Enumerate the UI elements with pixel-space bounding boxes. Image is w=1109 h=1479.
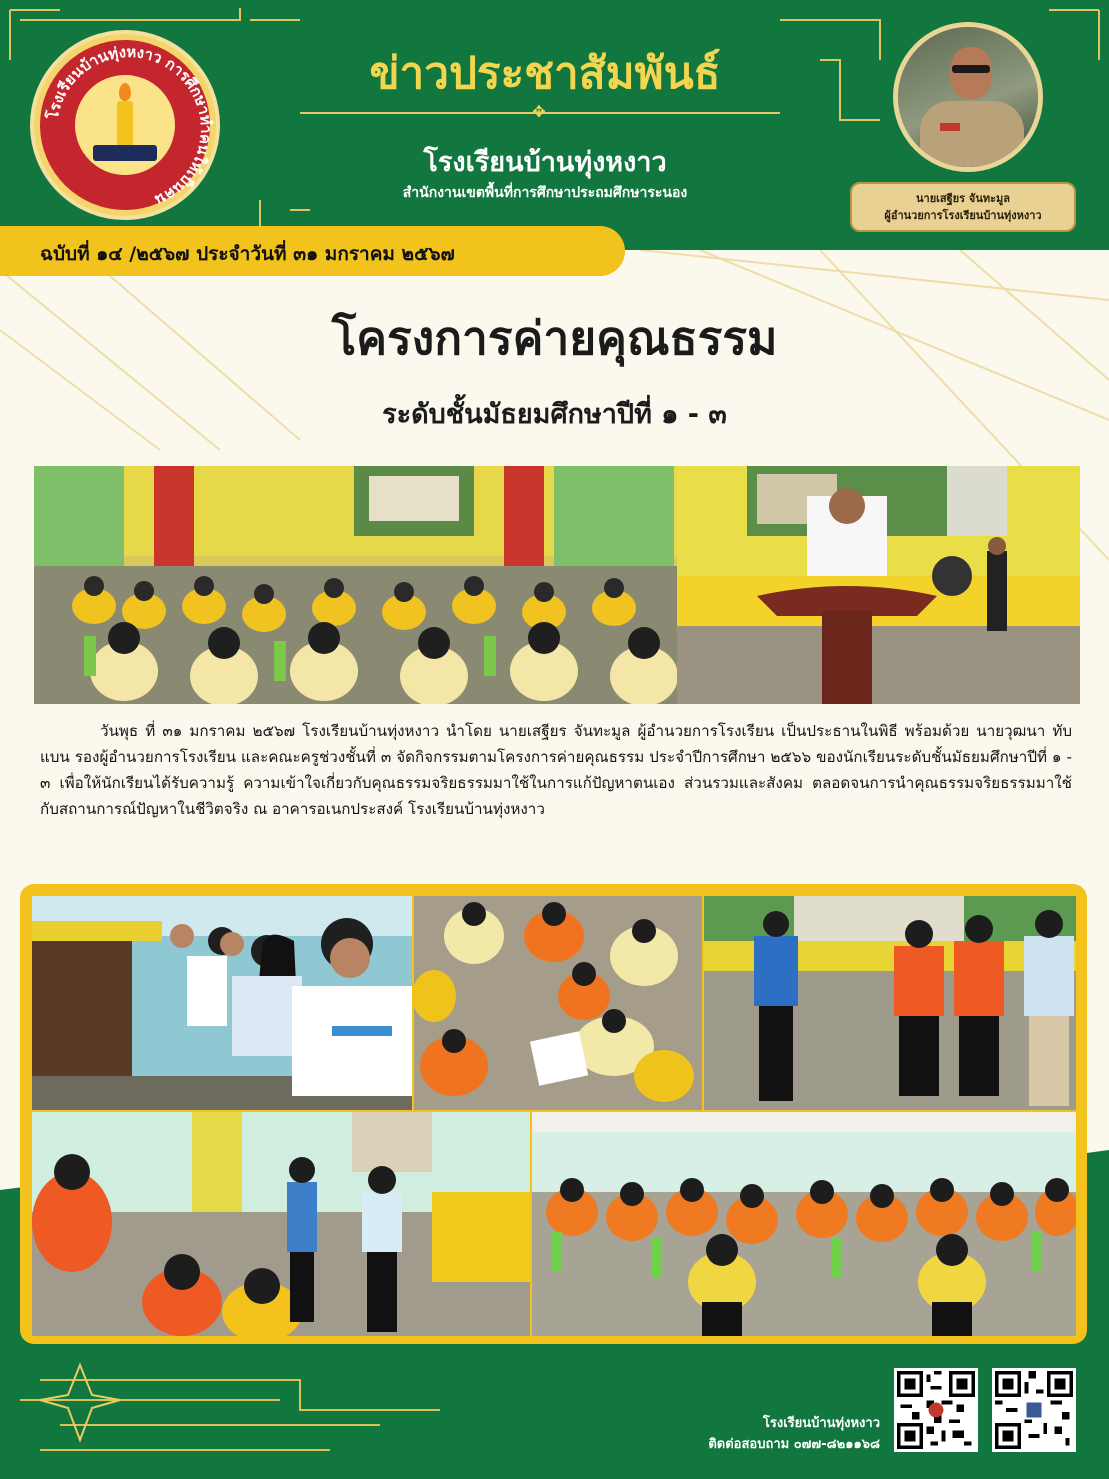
photo-teachers <box>32 896 412 1110</box>
director-name: นายเสฐียร จันทะมูล <box>916 192 1010 205</box>
photo-assembly-hall <box>34 466 677 704</box>
director-position: ผู้อำนวยการโรงเรียนบ้านทุ่งหงาว <box>884 209 1042 222</box>
photo-teachers-speaking <box>32 1112 530 1336</box>
svg-text:โรงเรียนบ้านทุ่งหงาว การศึกษาท: โรงเรียนบ้านทุ่งหงาว การศึกษาทำคนให้เป็นคน <box>43 42 216 210</box>
footer-contact: ติดต่อสอบถาม ๐๗๗-๘๒๑๑๖๘ <box>708 1437 880 1452</box>
photo-students-presenting <box>704 896 1076 1110</box>
article-title: โครงการค่ายคุณธรรม <box>331 311 778 365</box>
school-logo <box>30 30 220 220</box>
issue-bar: ฉบับที่ ๑๔ /๒๕๖๗ ประจำวันที่ ๓๑ มกราคม ๒๕๖๗ <box>0 226 625 276</box>
article-body-text: วันพุธ ที่ ๓๑ มกราคม ๒๕๖๗ โรงเรียนบ้านทุ่งหงาว นำโดย นายเสฐียร จันทะมูล ผู้อำนวยการโรงเรียน เป็นประธานในพิธี พร้อมด้วย นายวุฒนา ทับแบน รองผู้อำนวยการโรงเรียน และคณะครูช่วงชั้นที่ ๓ จัดกิจกรรมตามโครงการค่ายคุณธรรม ประจำปีการศึกษา ๒๕๖๖ ของนักเรียนระดับชั้นมัธยมศึกษาปีที่ ๑ - ๓ เพื่อให้นักเรียนได้รับความรู้ ความเข้าใจเกี่ยวกับคุณธรรมจริยธรรมมาใช้ในการแก้ปัญหาตนเอง ส่วนรวมและสังคม ตลอดจนการนำคุณธรรมจริยธรรมมาใช้กับสถานการณ์ปัญหาในชีวิตจริง ณ อาคารอเนกประสงค์ โรงเรียนบ้านทุ่งหงาว <box>40 722 1072 818</box>
header-school-name: โรงเรียนบ้านทุ่งหงาว <box>423 147 667 178</box>
photo-students-seated <box>532 1112 1076 1336</box>
divider-ornament-icon: ✥ <box>532 102 546 121</box>
photo-group-activity <box>414 896 702 1110</box>
header-office-name: สำนักงานเขตพื้นที่การศึกษาประถมศึกษาระนอง <box>402 185 688 201</box>
logo-ring-text <box>34 34 224 224</box>
header-banner <box>0 0 1109 250</box>
article-subtitle: ระดับชั้นมัธยมศึกษาปีที่ ๑ - ๓ <box>382 399 727 430</box>
footer-school-name: โรงเรียนบ้านทุ่งหงาว <box>762 1416 880 1431</box>
article-body <box>40 718 1072 822</box>
director-nameplate <box>850 182 1076 232</box>
qr-code-icon[interactable] <box>894 1368 978 1452</box>
director-photo <box>893 22 1043 172</box>
header-title: ข่าวประชาสัมพันธ์ <box>369 48 721 99</box>
facebook-qr-icon[interactable] <box>992 1368 1076 1452</box>
photo-director-speech <box>677 466 1080 704</box>
